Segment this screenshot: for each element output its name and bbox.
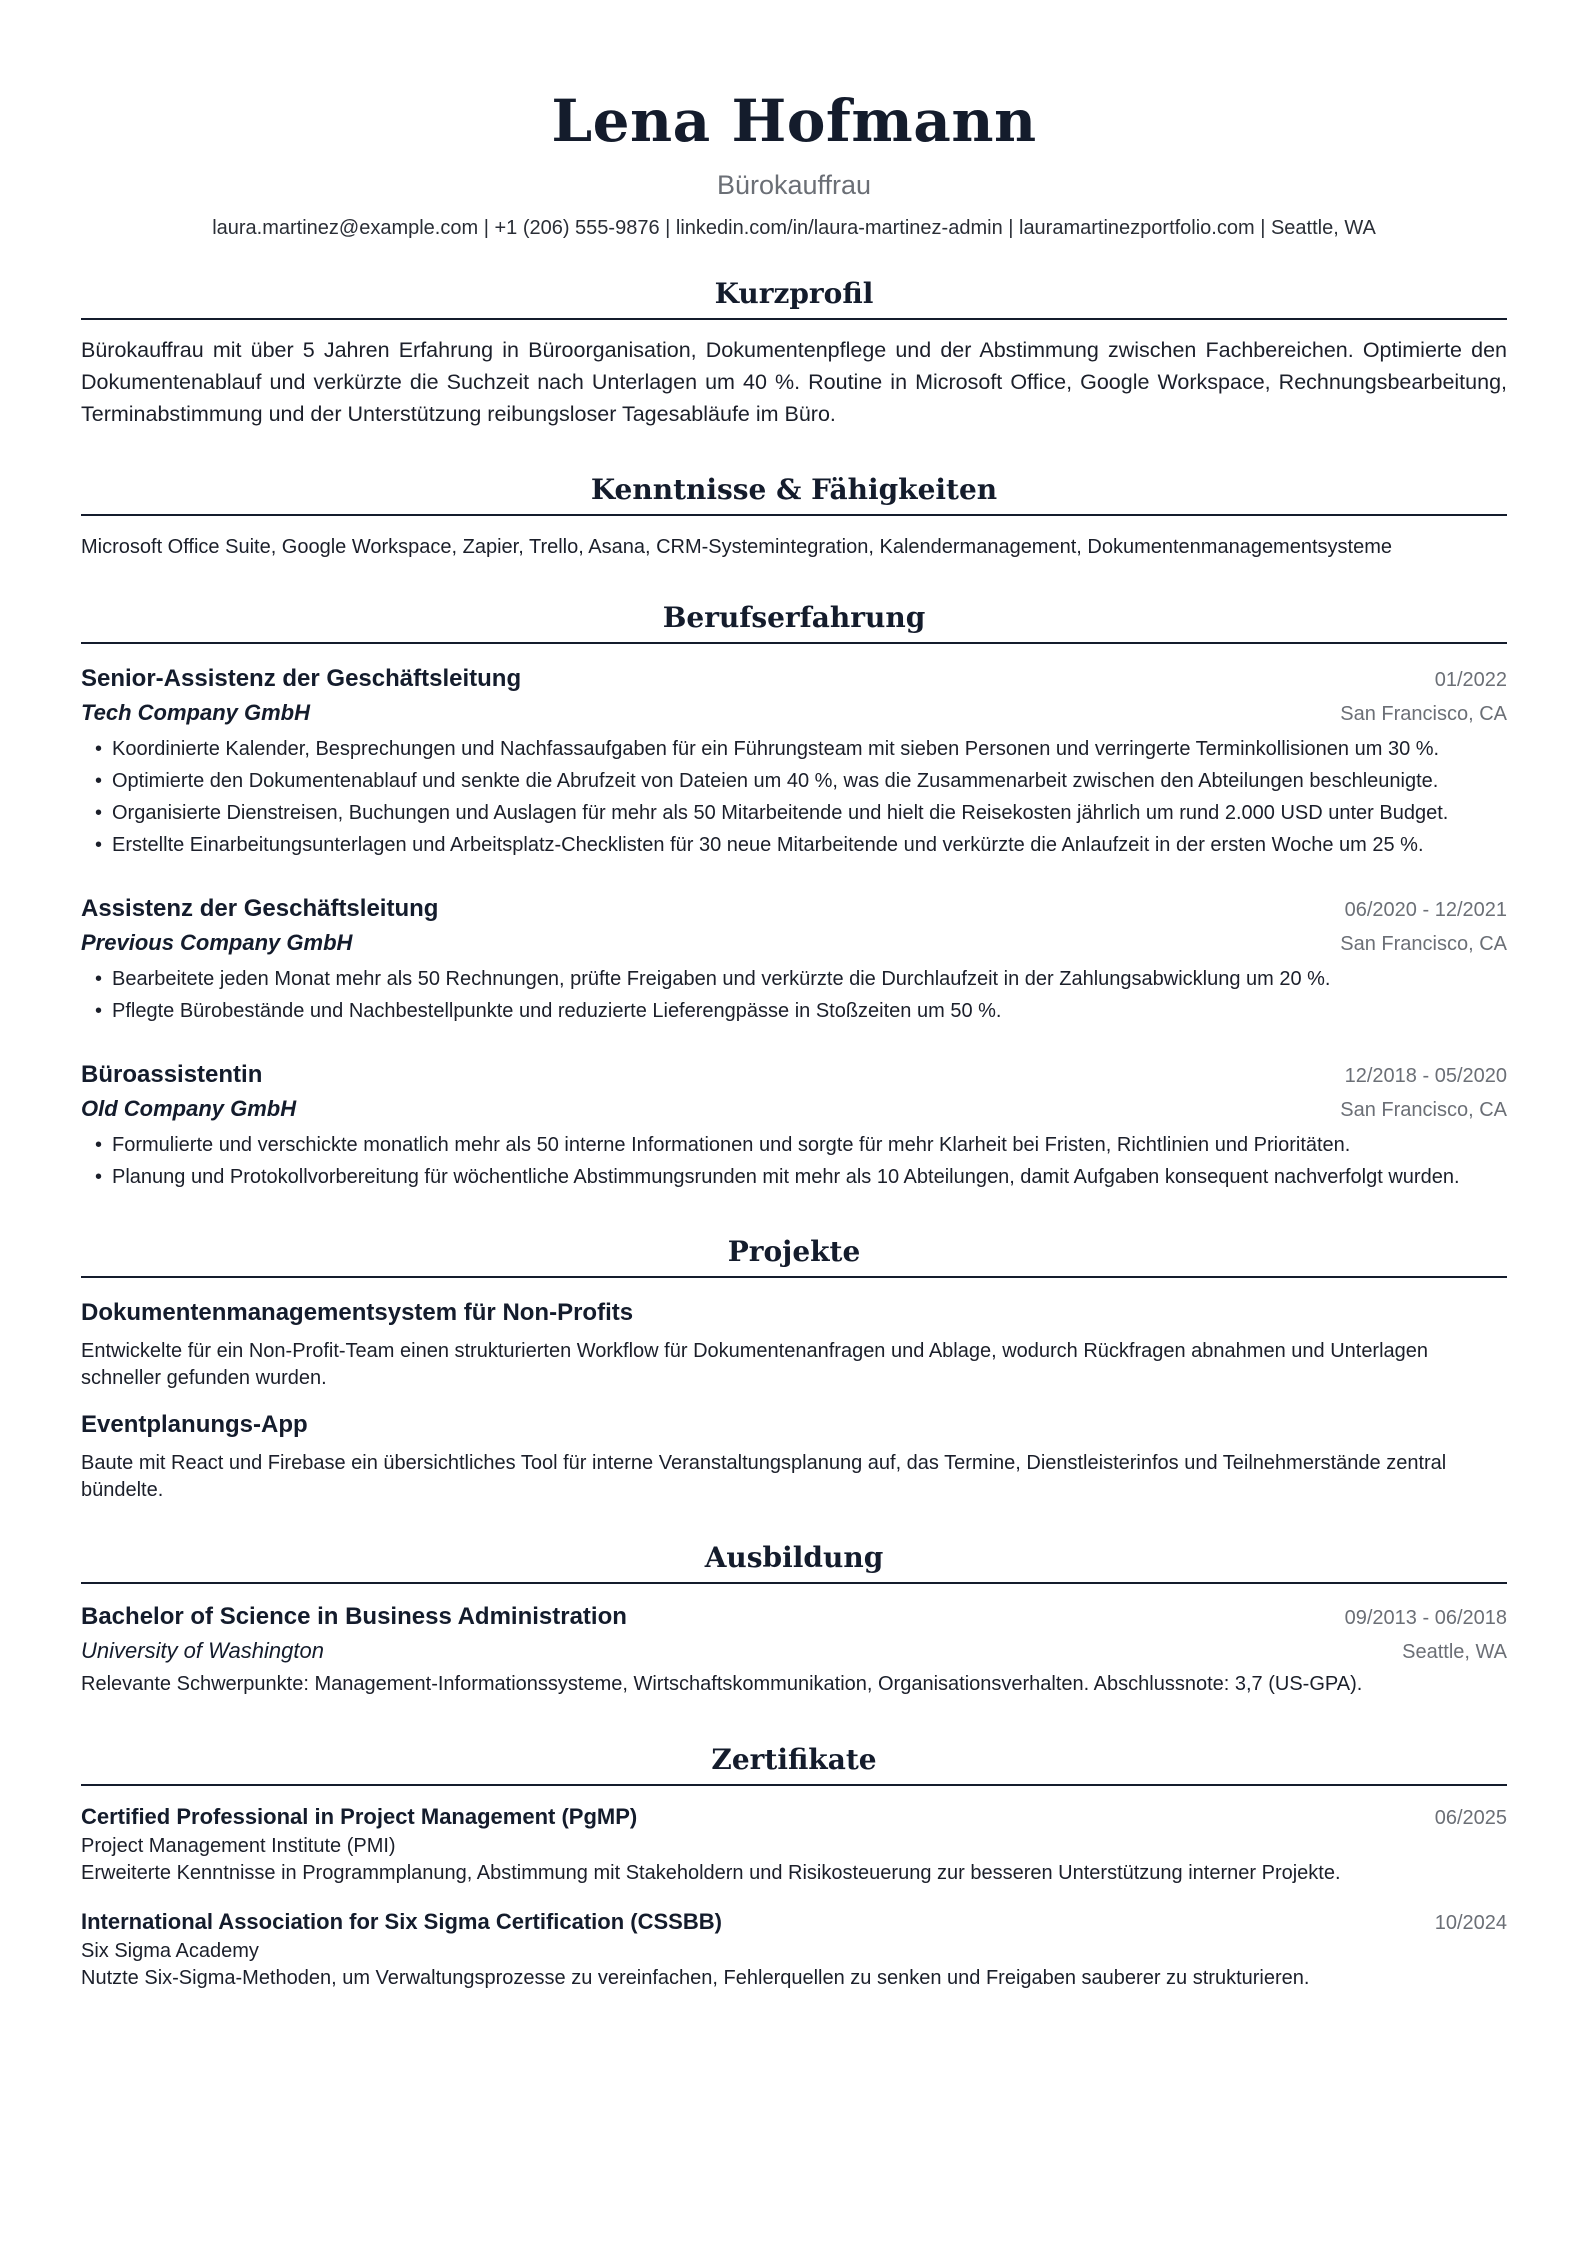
certificate-entry bbox=[81, 1907, 1507, 1992]
job-location: San Francisco, CA bbox=[1340, 933, 1507, 955]
resume-header bbox=[81, 86, 1507, 242]
job-location: San Francisco, CA bbox=[1340, 1099, 1507, 1121]
candidate-name: Lena Hofmann bbox=[551, 87, 1037, 155]
education-description: Relevante Schwerpunkte: Management-Informationssysteme, Wirtschaftskommunikation, Organisationsverhalten. Abschlussnote: 3,7 (US-GPA). bbox=[81, 1673, 1363, 1695]
summary-text: Bürokauffrau mit über 5 Jahren Erfahrung in Büroorganisation, Dokumentenpflege und der Abstimmung zwischen Fachbereichen. Optimierte den Dokumentenablauf und verkürzte die Suchzeit nach Unterlagen um 40 %. Routine in Microsoft Office, Google Workspace, Rechnungsbearbeitung, Terminabstimmung und der Unterstützung reibungsloser Tagesabläufe im Büro. bbox=[81, 338, 1507, 426]
project-title: Eventplanungs-App bbox=[81, 1411, 308, 1438]
bullet-item bbox=[81, 1132, 1507, 1158]
project-title: Dokumentenmanagementsystem für Non-Profits bbox=[81, 1299, 634, 1326]
certificate-description: Nutzte Six-Sigma-Methoden, um Verwaltungsprozesse zu vereinfachen, Fehlerquellen zu senken und Freigaben sauberer zu strukturieren. bbox=[81, 1967, 1310, 1989]
certificate-issuer: Six Sigma Academy bbox=[81, 1940, 259, 1962]
bullet-icon: • bbox=[95, 770, 103, 792]
education-section bbox=[81, 1540, 1507, 1698]
section-title-education: Ausbildung bbox=[81, 1540, 1507, 1584]
job-date: 12/2018 - 05/2020 bbox=[1344, 1065, 1507, 1087]
contact-line: laura.martinez@example.com | +1 (206) 555-9876 | linkedin.com/in/laura-martinez-admin | lauramartinezportfolio.com | Seattle, WA bbox=[212, 217, 1376, 239]
bullet-text: Bearbeitete jeden Monat mehr als 50 Rechnungen, prüfte Freigaben und verkürzte die Durchlaufzeit in der Zahlungsabwicklung um 20 %. bbox=[112, 968, 1331, 990]
job-company: Previous Company GmbH bbox=[81, 930, 353, 955]
job-entry bbox=[81, 662, 1507, 858]
bullet-icon: • bbox=[95, 1000, 103, 1022]
job-company: Tech Company GmbH bbox=[81, 700, 310, 725]
candidate-role: Bürokauffrau bbox=[716, 170, 872, 200]
bullet-text: Erstellte Einarbeitungsunterlagen und Arbeitsplatz-Checklisten für 30 neue Mitarbeitende und verkürzte die Anlaufzeit in der ersten Woche um 25 %. bbox=[112, 834, 1424, 856]
job-company: Old Company GmbH bbox=[81, 1096, 297, 1121]
bullet-icon: • bbox=[95, 738, 103, 760]
education-location: Seattle, WA bbox=[1402, 1641, 1507, 1663]
section-title-certificates: Zertifikate bbox=[81, 1742, 1507, 1786]
certificate-title: Certified Professional in Project Management (PgMP) bbox=[81, 1804, 638, 1829]
certificate-issuer: Project Management Institute (PMI) bbox=[81, 1835, 396, 1857]
job-title: Assistenz der Geschäftsleitung bbox=[81, 895, 439, 922]
bullet-icon: • bbox=[95, 1134, 103, 1156]
bullet-text: Koordinierte Kalender, Besprechungen und Nachfassaufgaben für ein Führungsteam mit sieben Personen und verringerte Terminkollisionen um 30 %. bbox=[112, 738, 1440, 760]
bullet-text: Formulierte und verschickte monatlich mehr als 50 interne Informationen und sorgte für mehr Klarheit bei Fristen, Richtlinien und Prioritäten. bbox=[112, 1134, 1351, 1156]
certificate-date: 10/2024 bbox=[1434, 1912, 1507, 1934]
bullet-item bbox=[81, 998, 1507, 1024]
bullet-icon: • bbox=[95, 834, 103, 856]
job-entry bbox=[81, 892, 1507, 1024]
job-bullets bbox=[81, 1132, 1507, 1190]
job-date: 01/2022 bbox=[1434, 669, 1507, 691]
certificate-description: Erweiterte Kenntnisse in Programmplanung, Abstimmung mit Stakeholdern und Risikosteuerung zur besseren Unterstützung interner Projekte. bbox=[81, 1862, 1341, 1884]
bullet-item bbox=[81, 832, 1507, 858]
section-title-experience: Berufserfahrung bbox=[81, 600, 1507, 644]
job-title: Büroassistentin bbox=[81, 1061, 263, 1088]
bullet-item bbox=[81, 736, 1507, 762]
project-entry bbox=[81, 1296, 1507, 1392]
skills-section bbox=[81, 472, 1507, 562]
projects-section bbox=[81, 1234, 1507, 1504]
project-description: Baute mit React und Firebase ein übersichtliches Tool für interne Veranstaltungsplanung auf, das Termine, Dienstleisterinfos und Teilnehmerstände zentral bündelte. bbox=[81, 1452, 1447, 1501]
school-name: University of Washington bbox=[81, 1638, 324, 1663]
experience-section bbox=[81, 600, 1507, 1190]
job-bullets bbox=[81, 736, 1507, 858]
job-title: Senior-Assistenz der Geschäftsleitung bbox=[81, 665, 522, 692]
summary-section bbox=[81, 276, 1507, 430]
bullet-item bbox=[81, 768, 1507, 794]
section-title-skills: Kenntnisse & Fähigkeiten bbox=[81, 472, 1507, 516]
education-date: 09/2013 - 06/2018 bbox=[1344, 1607, 1507, 1629]
education-entry bbox=[81, 1600, 1507, 1698]
bullet-item bbox=[81, 800, 1507, 826]
bullet-icon: • bbox=[95, 968, 103, 990]
bullet-text: Pflegte Bürobestände und Nachbestellpunkte und reduzierte Lieferengpässe in Stoßzeiten um 50 %. bbox=[112, 1000, 1002, 1022]
certificate-date: 06/2025 bbox=[1434, 1807, 1507, 1829]
section-title-summary: Kurzprofil bbox=[81, 276, 1507, 320]
certificate-title: International Association for Six Sigma Certification (CSSBB) bbox=[81, 1909, 722, 1934]
project-entry bbox=[81, 1408, 1507, 1504]
job-location: San Francisco, CA bbox=[1340, 703, 1507, 725]
skills-text: Microsoft Office Suite, Google Workspace, Zapier, Trello, Asana, CRM-Systemintegration, Kalendermanagement, Dokumentenmanagementsysteme bbox=[81, 536, 1392, 558]
certificates-section bbox=[81, 1742, 1507, 1992]
bullet-text: Organisierte Dienstreisen, Buchungen und Auslagen für mehr als 50 Mitarbeitende und hielt die Reisekosten jährlich um rund 2.000 USD unter Budget. bbox=[112, 802, 1449, 824]
job-bullets bbox=[81, 966, 1507, 1024]
project-description: Entwickelte für ein Non-Profit-Team einen strukturierten Workflow für Dokumentenanfragen und Ablage, wodurch Rückfragen abnahmen und Unterlagen schneller gefunden wurden. bbox=[81, 1340, 1429, 1389]
job-date: 06/2020 - 12/2021 bbox=[1344, 899, 1507, 921]
bullet-icon: • bbox=[95, 802, 103, 824]
degree-title: Bachelor of Science in Business Administration bbox=[81, 1603, 627, 1630]
bullet-item bbox=[81, 966, 1507, 992]
bullet-text: Planung und Protokollvorbereitung für wöchentliche Abstimmungsrunden mit mehr als 10 Abteilungen, damit Aufgaben konsequent nachverfolgt wurden. bbox=[112, 1166, 1460, 1188]
bullet-icon: • bbox=[95, 1166, 103, 1188]
bullet-text: Optimierte den Dokumentenablauf und senkte die Abrufzeit von Dateien um 40 %, was die Zusammenarbeit zwischen den Abteilungen beschleunigte. bbox=[112, 770, 1439, 792]
certificate-entry bbox=[81, 1802, 1507, 1887]
bullet-item bbox=[81, 1164, 1507, 1190]
job-entry bbox=[81, 1058, 1507, 1190]
section-title-projects: Projekte bbox=[81, 1234, 1507, 1278]
